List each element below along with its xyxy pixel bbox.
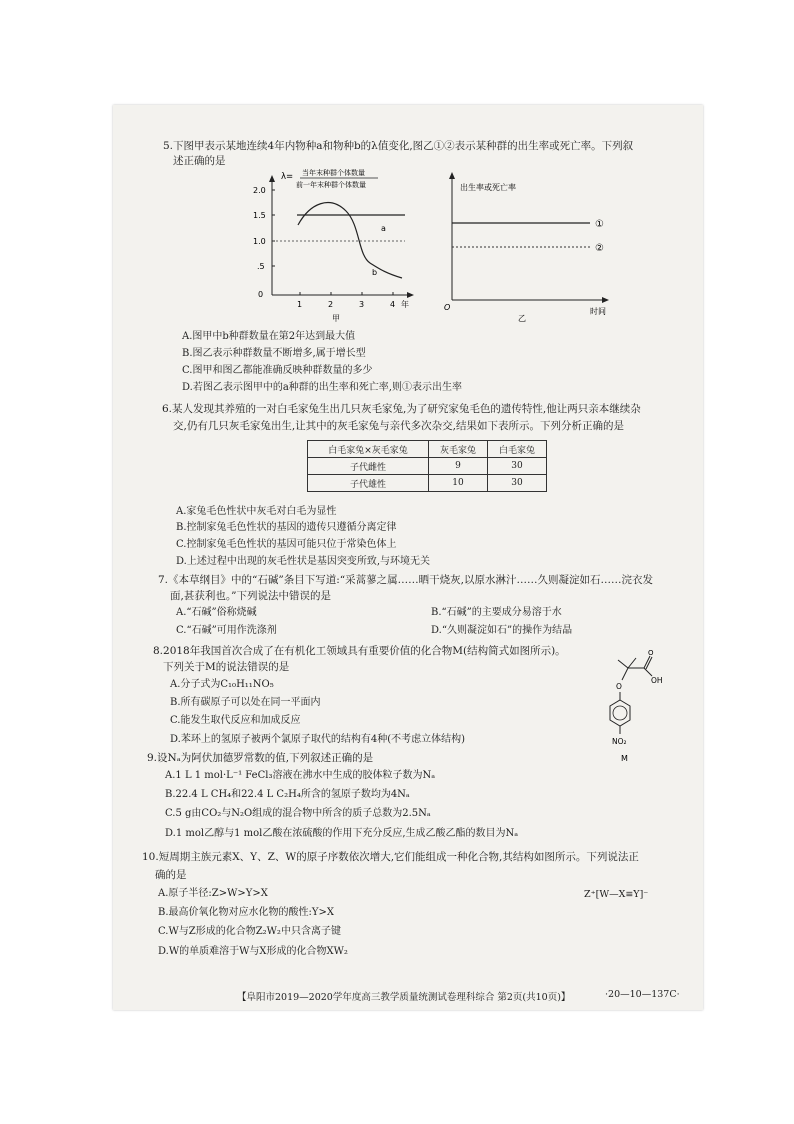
q10-stem-line2: 确的是 — [155, 869, 187, 881]
q5-option-d: D.若图乙表示图甲中的a种群的出生率和死亡率,则①表示出生率 — [182, 382, 462, 393]
cross-table — [307, 440, 547, 492]
q6-stem-line1: 6.某人发现其养殖的一对白毛家兔生出几只灰毛家兔,为了研究家兔毛色的遗传特性,他让两只亲本继续杂 — [162, 403, 641, 415]
graph-yi — [440, 170, 620, 325]
q7-option-d: D.“久则凝淀如石”的操作为结晶 — [431, 625, 573, 636]
q5-option-b: B.图乙表示种群数量不断增多,属于增长型 — [182, 348, 366, 359]
q7-option-c: C.“石碱”可用作洗涤剂 — [176, 625, 277, 636]
q5-option-a: A.图甲中b种群数量在第2年达到最大值 — [182, 331, 356, 342]
table-cell: 子代雄性 — [308, 475, 429, 492]
compound-label-m: M — [621, 754, 628, 763]
jia-xtick: 2 — [328, 300, 334, 309]
ether-o-label: O — [616, 682, 622, 691]
lambda-symbol: λ= — [281, 172, 294, 182]
q9-option-b: B.22.4 L CH₄和22.4 L C₂H₄所含的氢原子数均为4Nₐ — [165, 789, 410, 800]
q9-option-d: D.1 mol乙醇与1 mol乙酸在浓硫酸的作用下充分反应,生成乙酸乙酯的数目为Nₐ — [165, 828, 519, 839]
jia-caption: 甲 — [332, 314, 340, 323]
q8-stem-line2: 下列关于M的说法错误的是 — [163, 661, 290, 673]
yi-label-1: ① — [595, 219, 604, 230]
hydroxyl-label: OH — [651, 676, 663, 685]
table-row — [308, 475, 547, 492]
q10-option-c: C.W与Z形成的化合物Z₂W₂中只含离子键 — [158, 926, 341, 937]
q10-stem-line1: 10.短周期主族元素X、Y、Z、W的原子序数依次增大,它们能组成一种化合物,其结构如图所示。下列说法正 — [142, 851, 639, 863]
yi-origin: O — [444, 303, 451, 312]
q8-option-a: A.分子式为C₁₀H₁₁NO₅ — [170, 679, 274, 690]
q6-stem-line2: 交,仍有几只灰毛家兔出生,让其中的灰毛家兔与亲代多次杂交,结果如下表所示。下列分析正确的是 — [173, 420, 625, 432]
jia-xtick: 4 — [390, 300, 396, 309]
graph-jia — [250, 165, 425, 325]
q10-option-d: D.W的单质难溶于W与X形成的化合物XW₂ — [158, 946, 348, 957]
lambda-numerator: 当年末种群个体数量 — [302, 169, 365, 177]
yi-label-2: ② — [595, 243, 604, 254]
series-b-curve — [298, 203, 402, 278]
jia-ytick: 2.0 — [253, 186, 266, 195]
q7-option-b: B.“石碱”的主要成分易溶于水 — [431, 607, 562, 618]
ester-o-label: O — [648, 649, 654, 657]
q6-option-a: A.家兔毛色性状中灰毛对白毛为显性 — [176, 506, 337, 517]
q5-stem-line2: 述正确的是 — [173, 155, 226, 167]
q7-option-a: A.“石碱”俗称烧碱 — [176, 607, 257, 618]
jia-ytick: .5 — [257, 262, 265, 271]
q7-stem-line1: 7.《本草纲目》中的“石碱”条目下写道:“采蒿蓼之属……晒干烧灰,以原水淋汁……久则凝淀如石……浣衣发 — [158, 574, 653, 586]
q10-option-a: A.原子半径:Z>W>Y>X — [158, 888, 268, 899]
jia-xtick: 1 — [297, 300, 303, 309]
yi-caption: 乙 — [518, 314, 526, 323]
table-header: 白毛家兔×灰毛家兔 — [308, 441, 429, 458]
q5-option-c: C.图甲和图乙都能准确反映种群数量的多少 — [182, 365, 373, 376]
table-row — [308, 458, 547, 475]
table-cell: 10 — [429, 475, 488, 492]
table-header: 灰毛家兔 — [429, 441, 488, 458]
table-header: 白毛家兔 — [488, 441, 547, 458]
footer-right: ·20—10—137C· — [605, 989, 680, 1000]
table-cell: 9 — [429, 458, 488, 475]
q8-option-d: D.苯环上的氢原子被两个氯原子取代的结构有4种(不考虑立体结构) — [170, 734, 466, 745]
series-b-label: b — [372, 268, 378, 277]
jia-ytick: 1.0 — [253, 237, 266, 246]
yi-x-title: 时间 — [590, 307, 606, 316]
q10-structure-formula: Z⁺[W—X≡Y]⁻ — [584, 889, 649, 900]
compound-m-structure — [588, 648, 683, 766]
table-cell: 30 — [488, 458, 547, 475]
q7-stem-line2: 面,甚获利也。”下列说法中错误的是 — [170, 590, 331, 602]
footer-left: 【阜阳市2019—2020学年度高三教学质量统测试卷理科综合 第2页(共10页)】 — [237, 992, 571, 1003]
nitro-label: NO₂ — [612, 737, 627, 746]
q10-option-b: B.最高价氧化物对应水化物的酸性:Y>X — [158, 907, 334, 918]
q6-option-b: B.控制家兔毛色性状的基因的遗传只遵循分离定律 — [176, 522, 397, 533]
yi-y-title: 出生率或死亡率 — [460, 183, 516, 192]
q9-stem: 9.设Nₐ为阿伏加德罗常数的值,下列叙述正确的是 — [147, 752, 374, 764]
table-cell: 30 — [488, 475, 547, 492]
table-cell: 子代雌性 — [308, 458, 429, 475]
q9-option-c: C.5 g由CO₂与N₂O组成的混合物中所含的质子总数为2.5Nₐ — [165, 808, 431, 819]
q8-option-b: B.所有碳原子可以处在同一平面内 — [170, 697, 321, 708]
q5-stem-line1: 5.下图甲表示某地连续4年内物种a和物种b的λ值变化,图乙①②表示某种群的出生率或死亡率。下列叙 — [163, 140, 634, 152]
q9-option-a: A.1 L 1 mol·L⁻¹ FeCl₃溶液在沸水中生成的胶体粒子数为Nₐ — [165, 770, 436, 781]
q8-option-c: C.能发生取代反应和加成反应 — [170, 715, 301, 726]
jia-x-unit: 年 — [401, 300, 409, 309]
series-a-label: a — [381, 224, 386, 233]
jia-ytick: 1.5 — [253, 211, 266, 220]
lambda-denominator: 前一年末种群个体数量 — [296, 181, 366, 189]
q8-stem-line1: 8.2018年我国首次合成了在有机化工领域具有重要价值的化合物M(结构简式如图所示)。 — [153, 645, 566, 657]
q6-option-c: C.控制家兔毛色性状的基因可能只位于常染色体上 — [176, 539, 397, 550]
jia-ytick: 0 — [258, 290, 264, 299]
jia-xtick: 3 — [359, 300, 365, 309]
q6-option-d: D.上述过程中出现的灰毛性状是基因突变所致,与环境无关 — [176, 556, 431, 567]
